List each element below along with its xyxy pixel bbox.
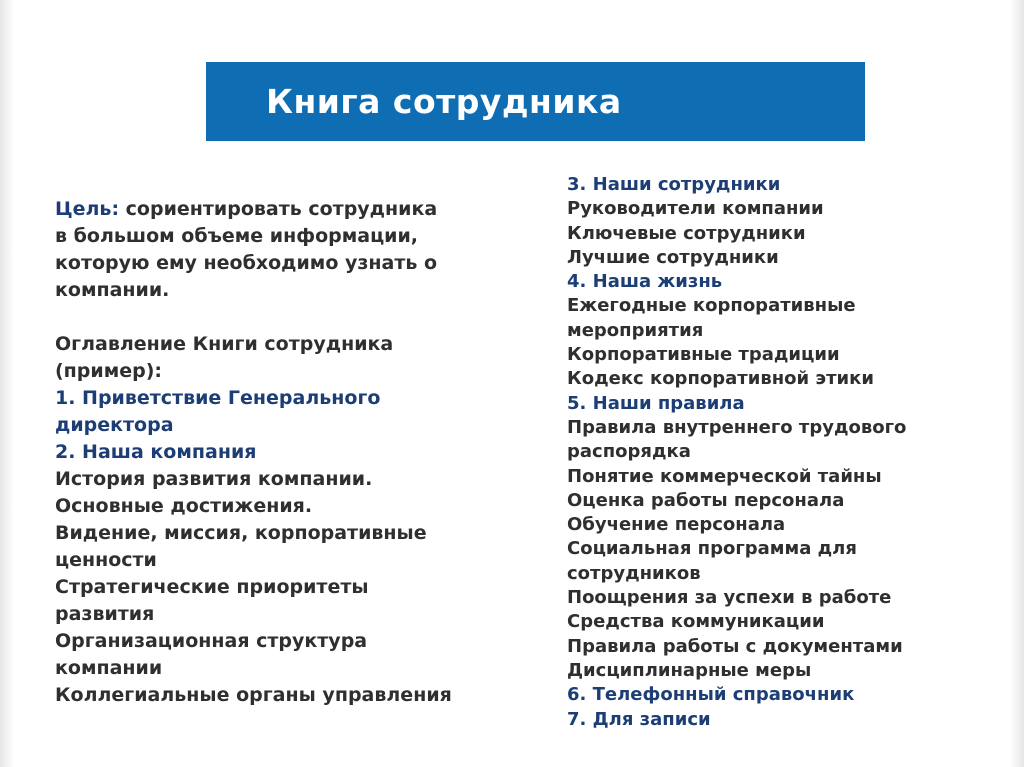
toc-section-heading: 6. Телефонный справочник <box>567 684 855 706</box>
toc-item: Понятие коммерческой тайны <box>567 465 882 487</box>
right-column <box>567 173 1007 732</box>
toc-section-heading: 5. Наши правила <box>567 392 745 414</box>
goal-line <box>55 196 540 223</box>
toc-item: История развития компании. <box>55 468 373 490</box>
toc-item: Оценка работы персонала <box>567 489 845 511</box>
toc-item: Видение, миссия, корпоративные <box>55 522 427 544</box>
toc-item: Ежегодные корпоративные <box>567 295 856 317</box>
right-edge-shadow <box>1010 0 1024 767</box>
goal-line: в большом объеме информации, <box>55 225 419 247</box>
slide-title: Книга сотрудника <box>266 82 622 121</box>
title-banner <box>206 62 865 141</box>
toc-item: Руководители компании <box>567 198 824 220</box>
toc-item: Стратегические приоритеты <box>55 576 369 598</box>
toc-item: Социальная программа для <box>567 538 857 560</box>
goal-label: Цель: <box>55 198 120 220</box>
toc-item: развития <box>55 603 155 625</box>
toc-item: сотрудников <box>567 562 701 584</box>
goal-line: компании. <box>55 279 170 301</box>
toc-item: распорядка <box>567 441 691 463</box>
left-edge-shadow <box>0 0 14 767</box>
toc-section-heading: 4. Наша жизнь <box>567 271 723 293</box>
toc-heading: (пример): <box>55 360 163 382</box>
toc-item: Основные достижения. <box>55 495 313 517</box>
toc-item: ценности <box>55 549 157 571</box>
toc-section-heading: 1. Приветствие Генерального <box>55 387 381 409</box>
toc-section-heading: 2. Наша компания <box>55 441 257 463</box>
toc-item: Организационная структура <box>55 630 368 652</box>
left-toc-list <box>55 385 540 709</box>
toc-item: Правила работы с документами <box>567 635 903 657</box>
toc-item: Ключевые сотрудники <box>567 222 806 244</box>
goal-line: которую ему необходимо узнать о <box>55 252 438 274</box>
toc-item: компании <box>55 657 163 679</box>
toc-item: Дисциплинарные меры <box>567 659 812 681</box>
right-toc-list <box>567 173 1007 732</box>
toc-section-heading: 3. Наши сотрудники <box>567 174 781 195</box>
toc-item: Кодекс корпоративной этики <box>567 368 874 390</box>
toc-section-heading: директора <box>55 414 174 436</box>
toc-item: Лучшие сотрудники <box>567 246 779 268</box>
left-column <box>55 196 540 709</box>
goal-text: сориентировать сотрудника <box>119 198 438 220</box>
toc-item: Обучение персонала <box>567 514 786 536</box>
toc-item: Коллегиальные органы управления <box>55 684 452 706</box>
paragraph-gap <box>55 304 540 331</box>
toc-item: Средства коммуникации <box>567 611 825 633</box>
toc-section-heading: 7. Для записи <box>567 708 711 730</box>
toc-heading: Оглавление Книги сотрудника <box>55 333 394 355</box>
toc-item: мероприятия <box>567 319 704 341</box>
toc-item: Правила внутреннего трудового <box>567 416 907 438</box>
toc-item: Поощрения за успехи в работе <box>567 587 892 609</box>
toc-item: Корпоративные традиции <box>567 344 840 366</box>
